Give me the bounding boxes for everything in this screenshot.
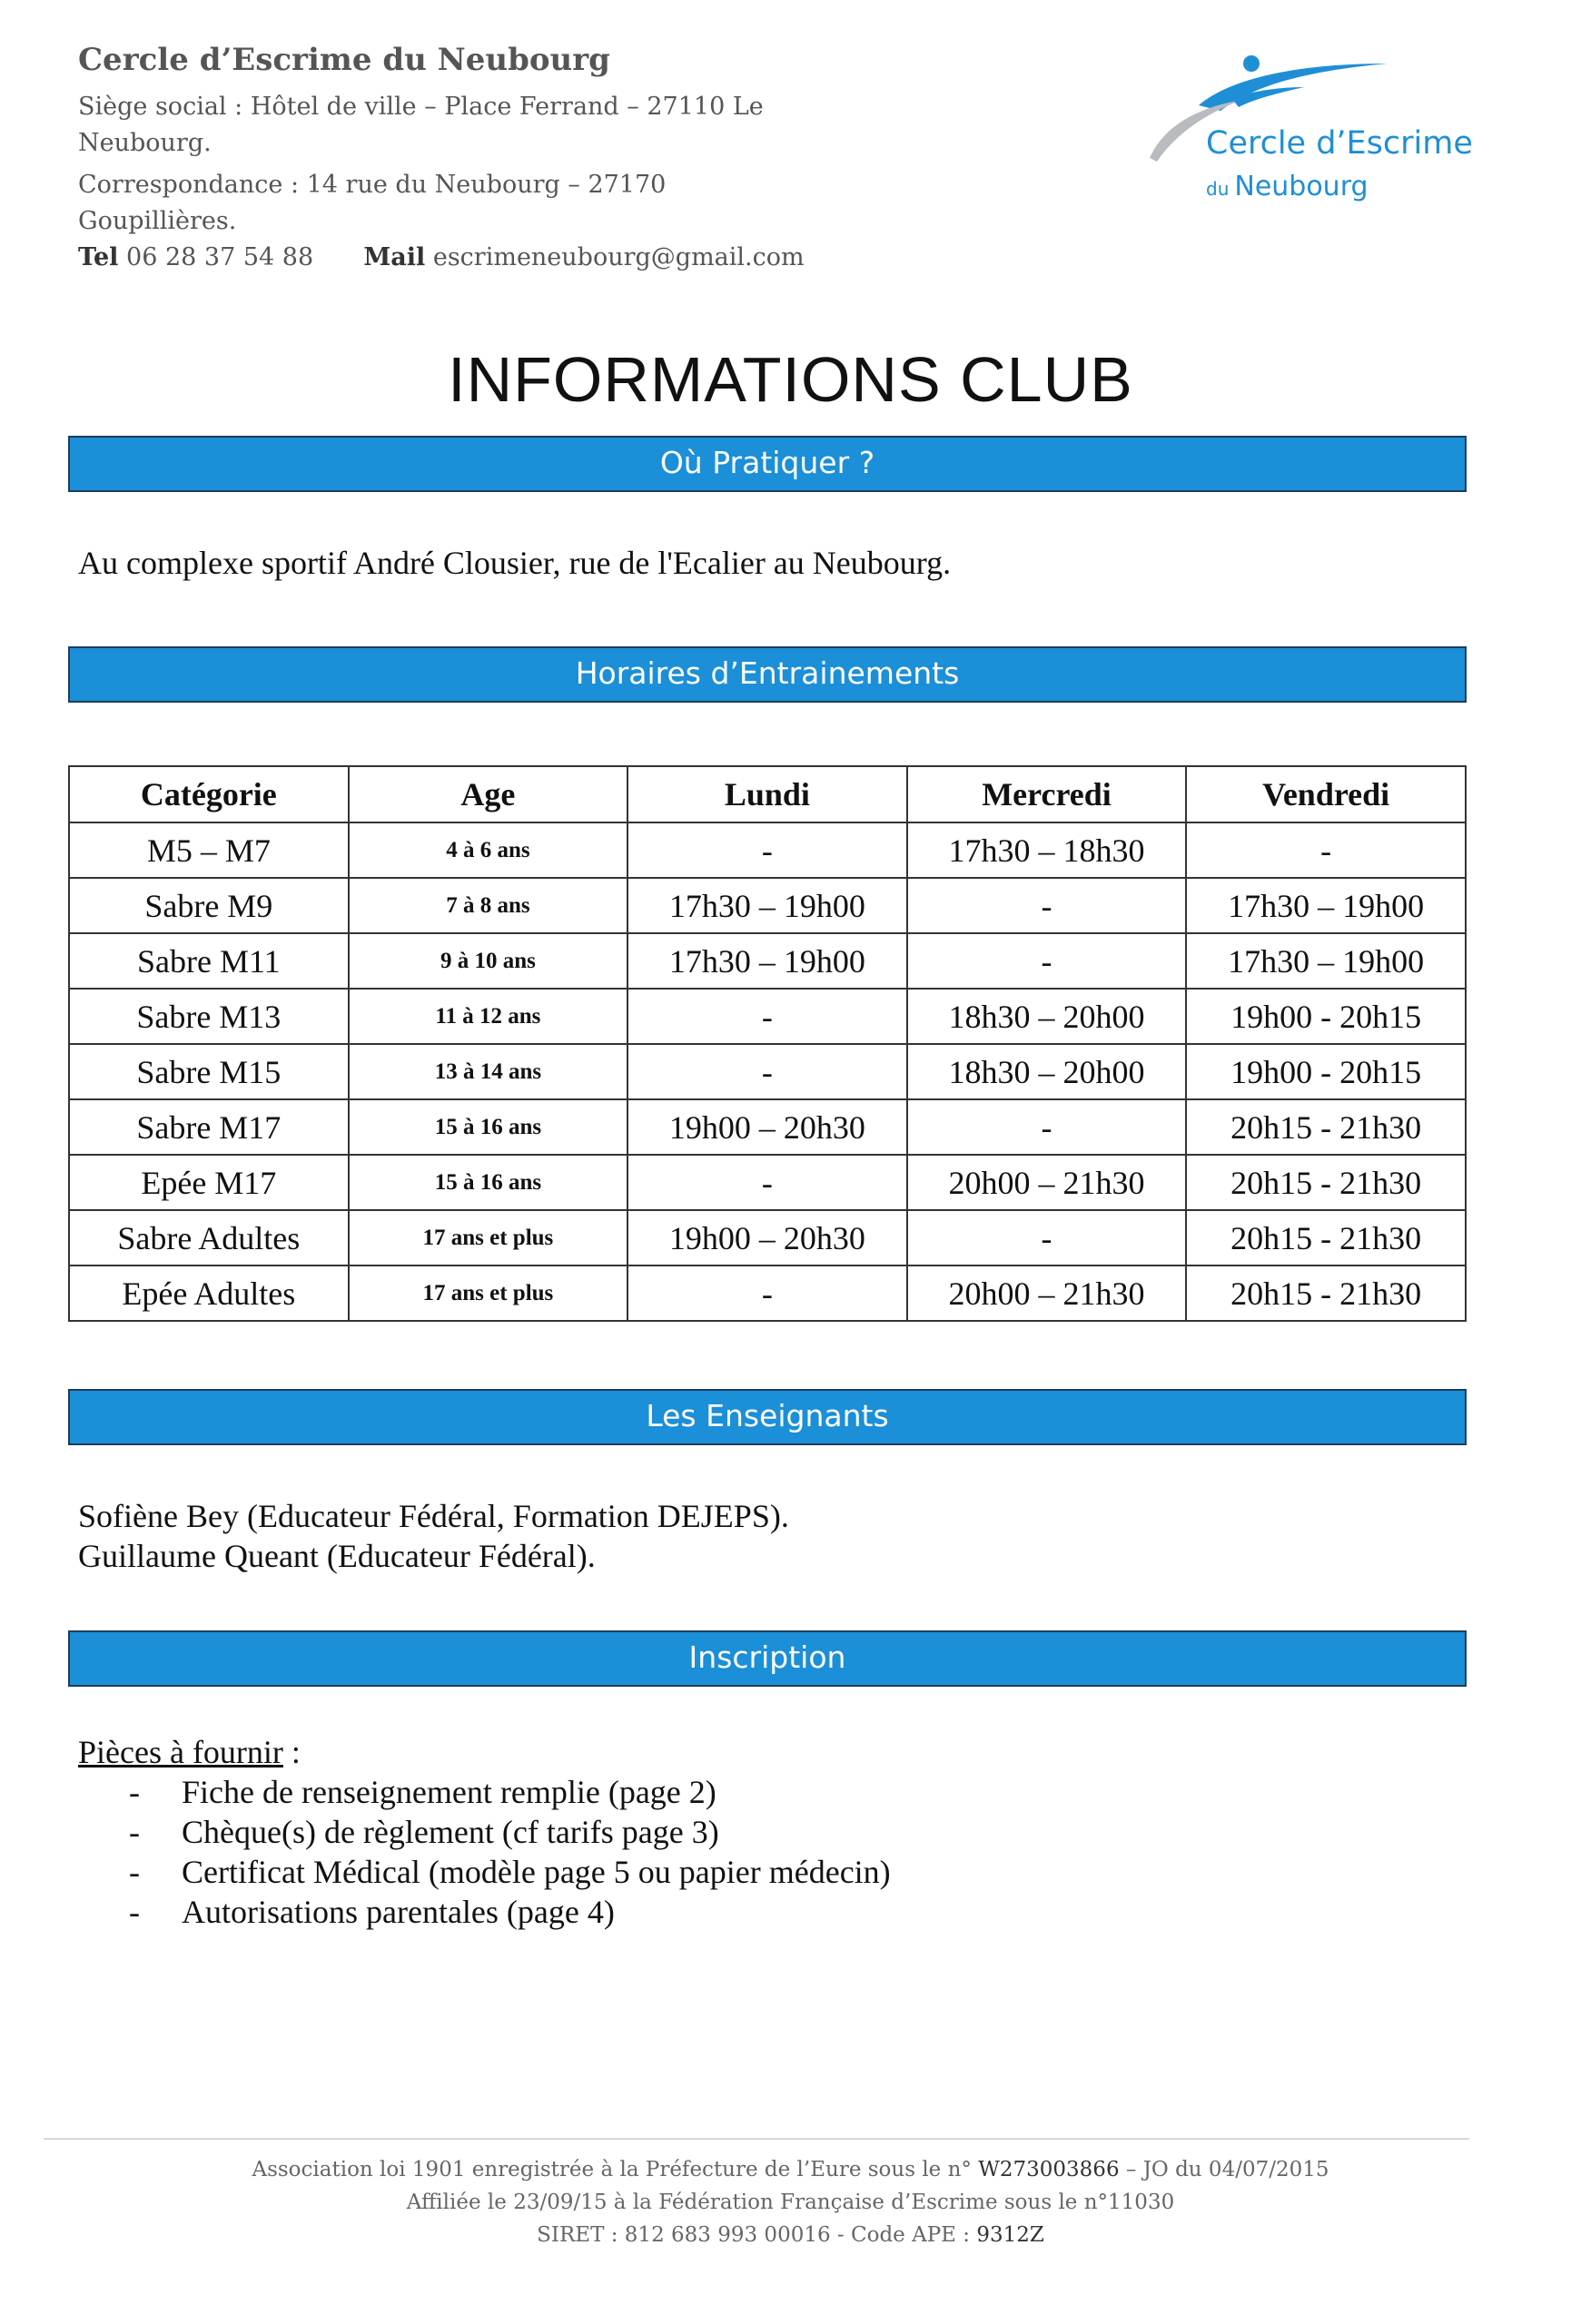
club-name: Cercle d’Escrime du Neubourg bbox=[78, 42, 610, 78]
cell-lundi: 19h00 – 20h30 bbox=[627, 1210, 907, 1265]
cell-age: 17 ans et plus bbox=[349, 1265, 627, 1321]
pieces-colon: : bbox=[282, 1734, 301, 1770]
table-row bbox=[69, 1099, 1466, 1155]
cell-categorie: Sabre M15 bbox=[69, 1044, 349, 1099]
list-item: - Autorisations parentales (page 4) bbox=[129, 1894, 615, 1930]
tel-label: Tel bbox=[78, 243, 119, 271]
mail-label: Mail bbox=[363, 243, 426, 271]
section-band-where: Où Pratiquer ? bbox=[68, 436, 1467, 492]
teacher-2: Guillaume Queant (Educateur Fédéral). bbox=[78, 1538, 596, 1574]
list-item: - Fiche de renseignement remplie (page 2) bbox=[129, 1774, 716, 1810]
schedule-header-row bbox=[69, 766, 1466, 822]
cell-age: 7 à 8 ans bbox=[349, 878, 627, 933]
cell-categorie: Sabre M17 bbox=[69, 1099, 349, 1155]
cell-vendredi: 17h30 – 19h00 bbox=[1186, 933, 1466, 989]
cell-lundi: - bbox=[627, 1044, 907, 1099]
cell-mercredi: - bbox=[907, 878, 1187, 933]
logo-text-neubourg: Neubourg bbox=[1234, 171, 1369, 202]
page-title: INFORMATIONS CLUB bbox=[448, 344, 1133, 415]
logo-text-line-1: Cercle d’Escrime bbox=[1206, 125, 1473, 162]
cell-categorie: Sabre M13 bbox=[69, 989, 349, 1044]
col-header-mercredi: Mercredi bbox=[907, 766, 1187, 822]
pieces-label: Pièces à fournir bbox=[78, 1734, 283, 1770]
cell-categorie: Sabre M11 bbox=[69, 933, 349, 989]
table-row bbox=[69, 878, 1466, 933]
cell-age: 4 à 6 ans bbox=[349, 822, 627, 878]
cell-mercredi: - bbox=[907, 1210, 1187, 1265]
club-header bbox=[78, 40, 805, 276]
cell-age: 13 à 14 ans bbox=[349, 1044, 627, 1099]
footer-line-1 bbox=[0, 2153, 1581, 2186]
contact-line bbox=[78, 240, 805, 276]
pieces-list-block bbox=[78, 1732, 891, 1932]
cell-mercredi: - bbox=[907, 1099, 1187, 1155]
cell-lundi: - bbox=[627, 1155, 907, 1210]
footer-line-2: Affiliée le 23/09/15 à la Fédération Française d’Escrime sous le n°11030 bbox=[406, 2191, 1175, 2214]
cell-lundi: 17h30 – 19h00 bbox=[627, 878, 907, 933]
table-row bbox=[69, 1155, 1466, 1210]
section-band-inscription: Inscription bbox=[68, 1630, 1467, 1687]
piece-item-text: Chèque(s) de règlement (cf tarifs page 3) bbox=[182, 1814, 719, 1850]
cell-mercredi: 18h30 – 20h00 bbox=[907, 989, 1187, 1044]
list-item: - Certificat Médical (modèle page 5 ou papier médecin) bbox=[129, 1854, 891, 1890]
cell-mercredi: 17h30 – 18h30 bbox=[907, 822, 1187, 878]
cell-lundi: - bbox=[627, 989, 907, 1044]
cell-categorie: Sabre M9 bbox=[69, 878, 349, 933]
piece-item-text: Fiche de renseignement remplie (page 2) bbox=[182, 1774, 716, 1810]
siege-line-2: Neubourg. bbox=[78, 129, 212, 157]
section-band-hours: Horaires d’Entrainements bbox=[68, 646, 1467, 703]
cell-mercredi: - bbox=[907, 933, 1187, 989]
piece-item-text: Autorisations parentales (page 4) bbox=[182, 1894, 615, 1930]
footer-registration-number: W273003866 bbox=[978, 2158, 1120, 2181]
col-header-vendredi: Vendredi bbox=[1186, 766, 1466, 822]
correspondance-line-2: Goupillières. bbox=[78, 207, 237, 235]
cell-age: 15 à 16 ans bbox=[349, 1099, 627, 1155]
correspondance-line-1: Correspondance : 14 rue du Neubourg – 27170 bbox=[78, 171, 667, 199]
col-header-lundi: Lundi bbox=[627, 766, 907, 822]
cell-vendredi: 19h00 - 20h15 bbox=[1186, 1044, 1466, 1099]
cell-vendredi: 20h15 - 21h30 bbox=[1186, 1155, 1466, 1210]
logo-text-du: du bbox=[1206, 178, 1230, 200]
cell-categorie: Epée M17 bbox=[69, 1155, 349, 1210]
cell-vendredi: 19h00 - 20h15 bbox=[1186, 989, 1466, 1044]
where-text: Au complexe sportif André Clousier, rue de l'Ecalier au Neubourg. bbox=[78, 545, 952, 581]
cell-categorie: M5 – M7 bbox=[69, 822, 349, 878]
footer-ape-code: 9312Z bbox=[976, 2223, 1044, 2247]
cell-lundi: 19h00 – 20h30 bbox=[627, 1099, 907, 1155]
col-header-categorie: Catégorie bbox=[69, 766, 349, 822]
cell-lundi: 17h30 – 19h00 bbox=[627, 933, 907, 989]
pieces-heading bbox=[78, 1732, 891, 1772]
footer bbox=[0, 2153, 1581, 2251]
cell-categorie: Epée Adultes bbox=[69, 1265, 349, 1321]
siege-line-1: Siège social : Hôtel de ville – Place Ferrand – 27110 Le bbox=[78, 93, 764, 121]
cell-lundi: - bbox=[627, 822, 907, 878]
cell-categorie: Sabre Adultes bbox=[69, 1210, 349, 1265]
footer-jo-date: – JO du 04/07/2015 bbox=[1125, 2158, 1329, 2181]
table-row bbox=[69, 933, 1466, 989]
mail-value: escrimeneubourg@gmail.com bbox=[432, 243, 805, 271]
cell-age: 17 ans et plus bbox=[349, 1210, 627, 1265]
cell-mercredi: 18h30 – 20h00 bbox=[907, 1044, 1187, 1099]
teacher-1: Sofiène Bey (Educateur Fédéral, Formation DEJEPS). bbox=[78, 1498, 789, 1534]
table-row bbox=[69, 989, 1466, 1044]
table-row bbox=[69, 822, 1466, 878]
pieces-list bbox=[78, 1772, 891, 1932]
footer-siret: SIRET : 812 683 993 00016 - Code APE : bbox=[537, 2223, 971, 2247]
cell-age: 11 à 12 ans bbox=[349, 989, 627, 1044]
table-row bbox=[69, 1210, 1466, 1265]
cell-age: 15 à 16 ans bbox=[349, 1155, 627, 1210]
cell-lundi: - bbox=[627, 1265, 907, 1321]
club-logo bbox=[1144, 51, 1489, 223]
list-item: - Chèque(s) de règlement (cf tarifs page 3) bbox=[129, 1814, 719, 1850]
footer-line-3 bbox=[0, 2219, 1581, 2251]
cell-vendredi: 20h15 - 21h30 bbox=[1186, 1265, 1466, 1321]
col-header-age: Age bbox=[349, 766, 627, 822]
section-band-teachers: Les Enseignants bbox=[68, 1389, 1467, 1445]
footer-registration: Association loi 1901 enregistrée à la Préfecture de l’Eure sous le n° bbox=[252, 2158, 972, 2181]
cell-vendredi: 20h15 - 21h30 bbox=[1186, 1210, 1466, 1265]
cell-vendredi: 20h15 - 21h30 bbox=[1186, 1099, 1466, 1155]
table-row bbox=[69, 1265, 1466, 1321]
cell-vendredi: 17h30 – 19h00 bbox=[1186, 878, 1466, 933]
cell-vendredi: - bbox=[1186, 822, 1466, 878]
cell-mercredi: 20h00 – 21h30 bbox=[907, 1155, 1187, 1210]
cell-age: 9 à 10 ans bbox=[349, 933, 627, 989]
table-row bbox=[69, 1044, 1466, 1099]
logo-text-line-2 bbox=[1206, 171, 1369, 202]
piece-item-text: Certificat Médical (modèle page 5 ou papier médecin) bbox=[182, 1854, 891, 1890]
footer-divider bbox=[44, 2138, 1469, 2140]
schedule-table bbox=[68, 765, 1467, 1322]
cell-mercredi: 20h00 – 21h30 bbox=[907, 1265, 1187, 1321]
tel-value: 06 28 37 54 88 bbox=[126, 243, 314, 271]
